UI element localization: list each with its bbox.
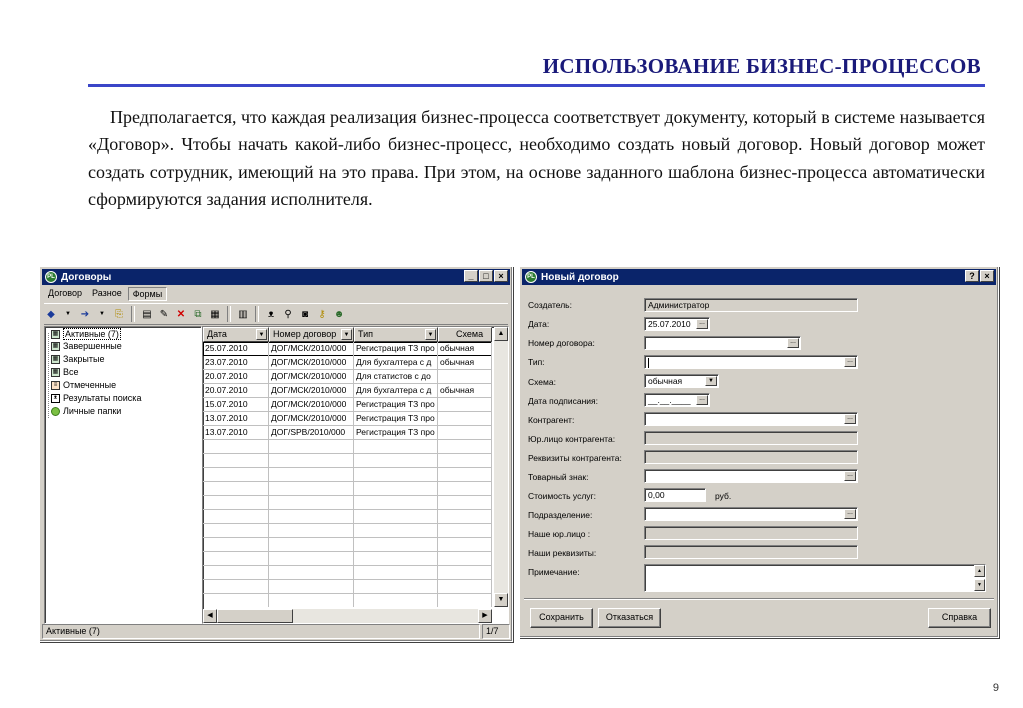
scroll-down-icon[interactable]: ▼ (494, 593, 508, 607)
scheme-select[interactable] (644, 374, 719, 388)
status-folder: Активные (7) (42, 624, 480, 639)
table-row[interactable] (203, 356, 492, 370)
table-cell (203, 524, 269, 538)
table-cell (438, 552, 492, 566)
tree-item-label: Активные (7) (65, 329, 119, 339)
grid-icon: ▦ (52, 330, 59, 337)
binoculars-icon: ᴥ (51, 394, 60, 403)
ellipsis-button[interactable]: ... (844, 509, 856, 519)
cost-field[interactable]: 0,00 (644, 488, 706, 502)
table-cell: Регистрация ТЗ про (354, 412, 438, 426)
contract-number-field[interactable] (644, 336, 801, 350)
toolbar (44, 303, 508, 325)
tree-item-active[interactable] (51, 328, 121, 340)
key-icon[interactable]: ⚷ (318, 308, 326, 320)
tree-connector (48, 333, 49, 418)
table-cell (438, 412, 492, 426)
table-cell: обычная (438, 384, 492, 398)
our-legal-label: Наше юр.лицо : (528, 529, 591, 539)
table-cell (354, 552, 438, 566)
table-cell: ДОГ/SPB/2010/000 (269, 426, 354, 440)
table-cell: Регистрация ТЗ про (354, 398, 438, 412)
contracts-window-title: Договоры (61, 271, 112, 283)
sign-date-label: Дата подписания: (528, 396, 599, 406)
table-cell (269, 552, 354, 566)
table-row[interactable] (203, 398, 492, 412)
table-cell (269, 580, 354, 594)
cost-label: Стоимость услуг: (528, 491, 596, 501)
column-header-date[interactable] (203, 327, 269, 342)
table-cell: ДОГ/МСК/2010/000 (269, 398, 354, 412)
scroll-up-icon[interactable]: ▲ (974, 565, 985, 577)
app-logo-icon: PL (45, 271, 57, 283)
table-cell (354, 524, 438, 538)
button-divider (524, 598, 994, 600)
table-cell (438, 580, 492, 594)
table-cell (438, 426, 492, 440)
tree-item-search-results[interactable] (51, 393, 141, 403)
users-icon[interactable]: ☻ (333, 308, 345, 320)
table-cell (203, 580, 269, 594)
table-row[interactable] (203, 370, 492, 384)
grid-icon: ▦ (52, 342, 59, 349)
menu-misc[interactable]: Разное (91, 288, 122, 298)
our-legal-field (644, 526, 858, 540)
tree-item-label: Отмеченные (63, 380, 117, 390)
app-logo-icon: PL (525, 271, 537, 283)
table-body (203, 342, 492, 607)
creator-field: Администратор (644, 298, 858, 312)
table-cell: 20.07.2010 (203, 384, 269, 398)
tree-item-completed[interactable] (51, 341, 122, 351)
table-cell (354, 440, 438, 454)
scroll-thumb[interactable] (217, 609, 293, 623)
table-cell (203, 566, 269, 580)
table-row[interactable] (203, 594, 492, 607)
division-field[interactable] (644, 507, 858, 521)
table-cell (438, 468, 492, 482)
table-cell (269, 440, 354, 454)
table-cell (354, 468, 438, 482)
table-cell (438, 496, 492, 510)
grid-icon: ▦ (52, 355, 59, 362)
tree-item-marked[interactable] (51, 380, 116, 390)
table-cell (269, 594, 354, 607)
table-cell (269, 524, 354, 538)
chevron-down-icon[interactable]: ▼ (341, 329, 352, 340)
table-row[interactable] (203, 440, 492, 454)
table-cell (203, 510, 269, 524)
table-cell (269, 510, 354, 524)
edit-document-icon[interactable]: ✎ (159, 308, 169, 320)
help-icon[interactable]: ? (965, 270, 979, 282)
export-icon[interactable]: ▦ (210, 308, 220, 320)
column-label: Дата (207, 329, 227, 339)
ellipsis-button[interactable]: ... (787, 338, 799, 348)
toolbar-separator (227, 306, 231, 322)
table-row[interactable] (203, 552, 492, 566)
table-cell (438, 398, 492, 412)
table-cell: 15.07.2010 (203, 398, 269, 412)
scroll-down-icon[interactable]: ▼ (974, 579, 985, 591)
table-cell: ДОГ/МСК/2010/000 (269, 342, 354, 356)
table-row[interactable] (203, 580, 492, 594)
table-cell: Регистрация ТЗ про (354, 342, 438, 356)
tree-item-label: Завершенные (63, 341, 122, 351)
dialog-title: Новый договор (541, 271, 619, 283)
menu-forms[interactable]: Формы (128, 287, 168, 301)
table-cell (203, 454, 269, 468)
number-label: Номер договора: (528, 338, 595, 348)
title-divider (88, 84, 985, 87)
column-label: Номер договор (273, 329, 337, 339)
table-grid (203, 327, 492, 607)
table-cell (438, 370, 492, 384)
table-cell (354, 454, 438, 468)
note-textarea[interactable] (644, 564, 986, 592)
tree-item-closed[interactable] (51, 354, 104, 364)
dialog-titlebar[interactable] (522, 269, 996, 285)
save-button[interactable]: Сохранить (530, 608, 593, 628)
dropdown-arrow-icon[interactable]: ▼ (99, 311, 105, 317)
sign-date-value: __.__.____ (648, 395, 691, 405)
our-details-label: Наши реквизиты: (528, 548, 597, 558)
trademark-label: Товарный знак: (528, 472, 589, 482)
ellipsis-button[interactable]: ... (844, 357, 856, 367)
close-button[interactable]: × (980, 270, 994, 282)
table-cell (438, 440, 492, 454)
menu-contract[interactable]: Договор (48, 288, 82, 298)
contractor-legal-label: Юр.лицо контрагента: (528, 434, 616, 444)
column-label: Схема (456, 329, 484, 339)
tree-item-label: Результаты поиска (63, 393, 142, 403)
table-row[interactable] (203, 412, 492, 426)
trademark-field[interactable] (644, 469, 858, 483)
table-cell (354, 510, 438, 524)
page-number: 9 (992, 682, 999, 694)
table-cell (203, 482, 269, 496)
table-cell: обычная (438, 342, 492, 356)
ellipsis-button[interactable]: ... (844, 414, 856, 424)
table-cell (269, 496, 354, 510)
toolbar-separator (255, 306, 259, 322)
note-label: Примечание: (528, 567, 580, 577)
maximize-button[interactable]: □ (479, 270, 493, 282)
tree-item-all[interactable] (51, 367, 79, 377)
print-icon[interactable]: ▥ (238, 308, 248, 320)
status-bar (42, 624, 510, 639)
division-label: Подразделение: (528, 510, 593, 520)
contracts-titlebar[interactable] (42, 269, 510, 285)
table-cell: 23.07.2010 (203, 356, 269, 370)
folder-up-icon[interactable]: ⎘ (115, 308, 123, 320)
column-header-number[interactable] (269, 327, 354, 342)
table-cell: ДОГ/МСК/2010/000 (269, 384, 354, 398)
table-row[interactable] (203, 496, 492, 510)
tree-icon (51, 407, 60, 416)
table-row[interactable] (203, 342, 492, 356)
vertical-scrollbar[interactable] (494, 327, 508, 607)
column-label: Тип (358, 329, 374, 339)
table-row[interactable] (203, 510, 492, 524)
help-button[interactable]: Справка (928, 608, 991, 628)
table-row[interactable] (203, 426, 492, 440)
creator-label: Создатель: (528, 300, 572, 310)
contracts-table (202, 326, 509, 624)
date-label: Дата: (528, 319, 550, 329)
contracts-window (39, 266, 513, 642)
table-cell (438, 524, 492, 538)
sign-date-field[interactable] (644, 393, 710, 407)
contractor-field[interactable] (644, 412, 858, 426)
camera-icon[interactable]: ◙ (301, 308, 309, 320)
folder-tree (44, 326, 202, 624)
delete-icon[interactable]: ✕ (176, 308, 186, 320)
menu-bar (44, 287, 167, 301)
ellipsis-button[interactable]: ... (696, 319, 708, 329)
column-header-scheme[interactable] (438, 327, 492, 342)
table-cell: 13.07.2010 (203, 412, 269, 426)
horizontal-scrollbar[interactable] (203, 609, 492, 623)
table-row[interactable] (203, 454, 492, 468)
type-label: Тип: (528, 357, 545, 367)
ellipsis-button[interactable]: ... (696, 395, 708, 405)
table-cell (269, 538, 354, 552)
scroll-right-icon[interactable]: ▶ (478, 609, 492, 623)
table-cell: Регистрация ТЗ про (354, 426, 438, 440)
date-value: 25.07.2010 (648, 319, 691, 329)
document-icon[interactable]: ▤ (142, 308, 152, 320)
table-cell (269, 454, 354, 468)
table-cell (438, 510, 492, 524)
table-cell (438, 454, 492, 468)
table-cell: обычная (438, 356, 492, 370)
status-count: 1/7 (482, 624, 510, 639)
currency-label: руб. (715, 491, 732, 501)
back-arrow-icon[interactable]: ◆ (47, 308, 55, 320)
contractor-details-field (644, 450, 858, 464)
table-cell: 25.07.2010 (203, 342, 269, 356)
table-cell: 20.07.2010 (203, 370, 269, 384)
dropdown-arrow-icon[interactable]: ▼ (65, 311, 71, 317)
forward-arrow-icon[interactable]: ➔ (80, 308, 90, 320)
binoculars-icon[interactable]: ᴥ (267, 308, 275, 320)
table-cell: Для бухгалтера с д (354, 356, 438, 370)
table-cell (354, 496, 438, 510)
table-cell: ДОГ/МСК/2010/000 (269, 356, 354, 370)
table-row[interactable] (203, 468, 492, 482)
contractor-label: Контрагент: (528, 415, 575, 425)
table-row[interactable] (203, 538, 492, 552)
list-icon: ≡ (51, 381, 60, 390)
table-row[interactable] (203, 566, 492, 580)
tree-item-label: Личные папки (63, 406, 122, 416)
scheme-value: обычная (648, 376, 683, 386)
toolbar-separator (131, 306, 135, 322)
column-header-type[interactable] (354, 327, 438, 342)
table-row[interactable] (203, 524, 492, 538)
table-cell: ДОГ/МСК/2010/000 (269, 412, 354, 426)
table-cell (269, 482, 354, 496)
table-cell (203, 468, 269, 482)
table-cell: 13.07.2010 (203, 426, 269, 440)
date-field[interactable] (644, 317, 710, 331)
tree-item-label: Закрытые (63, 354, 105, 364)
tree-item-personal-folders[interactable] (51, 406, 121, 416)
ellipsis-button[interactable]: ... (844, 471, 856, 481)
table-cell (203, 538, 269, 552)
table-cell (354, 580, 438, 594)
new-contract-dialog (519, 266, 999, 638)
table-cell (354, 538, 438, 552)
table-cell (203, 594, 269, 607)
copy-icon[interactable]: ⧉ (194, 308, 202, 320)
table-row[interactable] (203, 384, 492, 398)
our-details-field (644, 545, 858, 559)
table-cell (203, 552, 269, 566)
minimize-button[interactable]: _ (464, 270, 478, 282)
table-cell: Для бухгалтера с д (354, 384, 438, 398)
table-cell (203, 440, 269, 454)
table-cell (269, 468, 354, 482)
table-row[interactable] (203, 482, 492, 496)
table-cell (438, 538, 492, 552)
contractor-details-label: Реквизиты контрагента: (528, 453, 622, 463)
table-cell: ДОГ/МСК/2010/000 (269, 370, 354, 384)
chevron-down-icon[interactable]: ▼ (256, 329, 267, 340)
intro-paragraph: Предполагается, что каждая реализация бизнес-процесса соответствует документу, который в системе называется «Договор». Чтобы начать какой-либо бизнес-процесс, необходимо создать новый договор. Новый договор может создать сотрудник, имеющий на это права. При этом, на основе заданного шаблона бизнес-процесса автоматически сформируются задания исполнителя. (88, 107, 985, 210)
table-cell (354, 482, 438, 496)
tree-item-label: Все (63, 367, 79, 377)
slide-title: ИСПОЛЬЗОВАНИЕ БИЗНЕС-ПРОЦЕССОВ (542, 54, 981, 78)
grid-icon: ▦ (52, 368, 59, 375)
contractor-legal-field (644, 431, 858, 445)
chevron-down-icon[interactable]: ▼ (705, 376, 717, 386)
find-next-icon[interactable]: ⚲ (284, 308, 292, 320)
table-cell (269, 566, 354, 580)
table-cell (354, 594, 438, 607)
table-cell (438, 482, 492, 496)
table-cell (354, 566, 438, 580)
table-cell (438, 566, 492, 580)
scroll-left-icon[interactable]: ◀ (203, 609, 217, 623)
table-cell (438, 594, 492, 607)
cancel-button[interactable]: Отказаться (598, 608, 661, 628)
scroll-up-icon[interactable]: ▲ (494, 327, 508, 341)
close-button[interactable]: × (494, 270, 508, 282)
chevron-down-icon[interactable]: ▼ (425, 329, 436, 340)
table-cell: Для статистов с до (354, 370, 438, 384)
text-cursor (648, 358, 649, 368)
scheme-label: Схема: (528, 377, 556, 387)
type-field[interactable] (644, 355, 858, 369)
table-cell (203, 496, 269, 510)
